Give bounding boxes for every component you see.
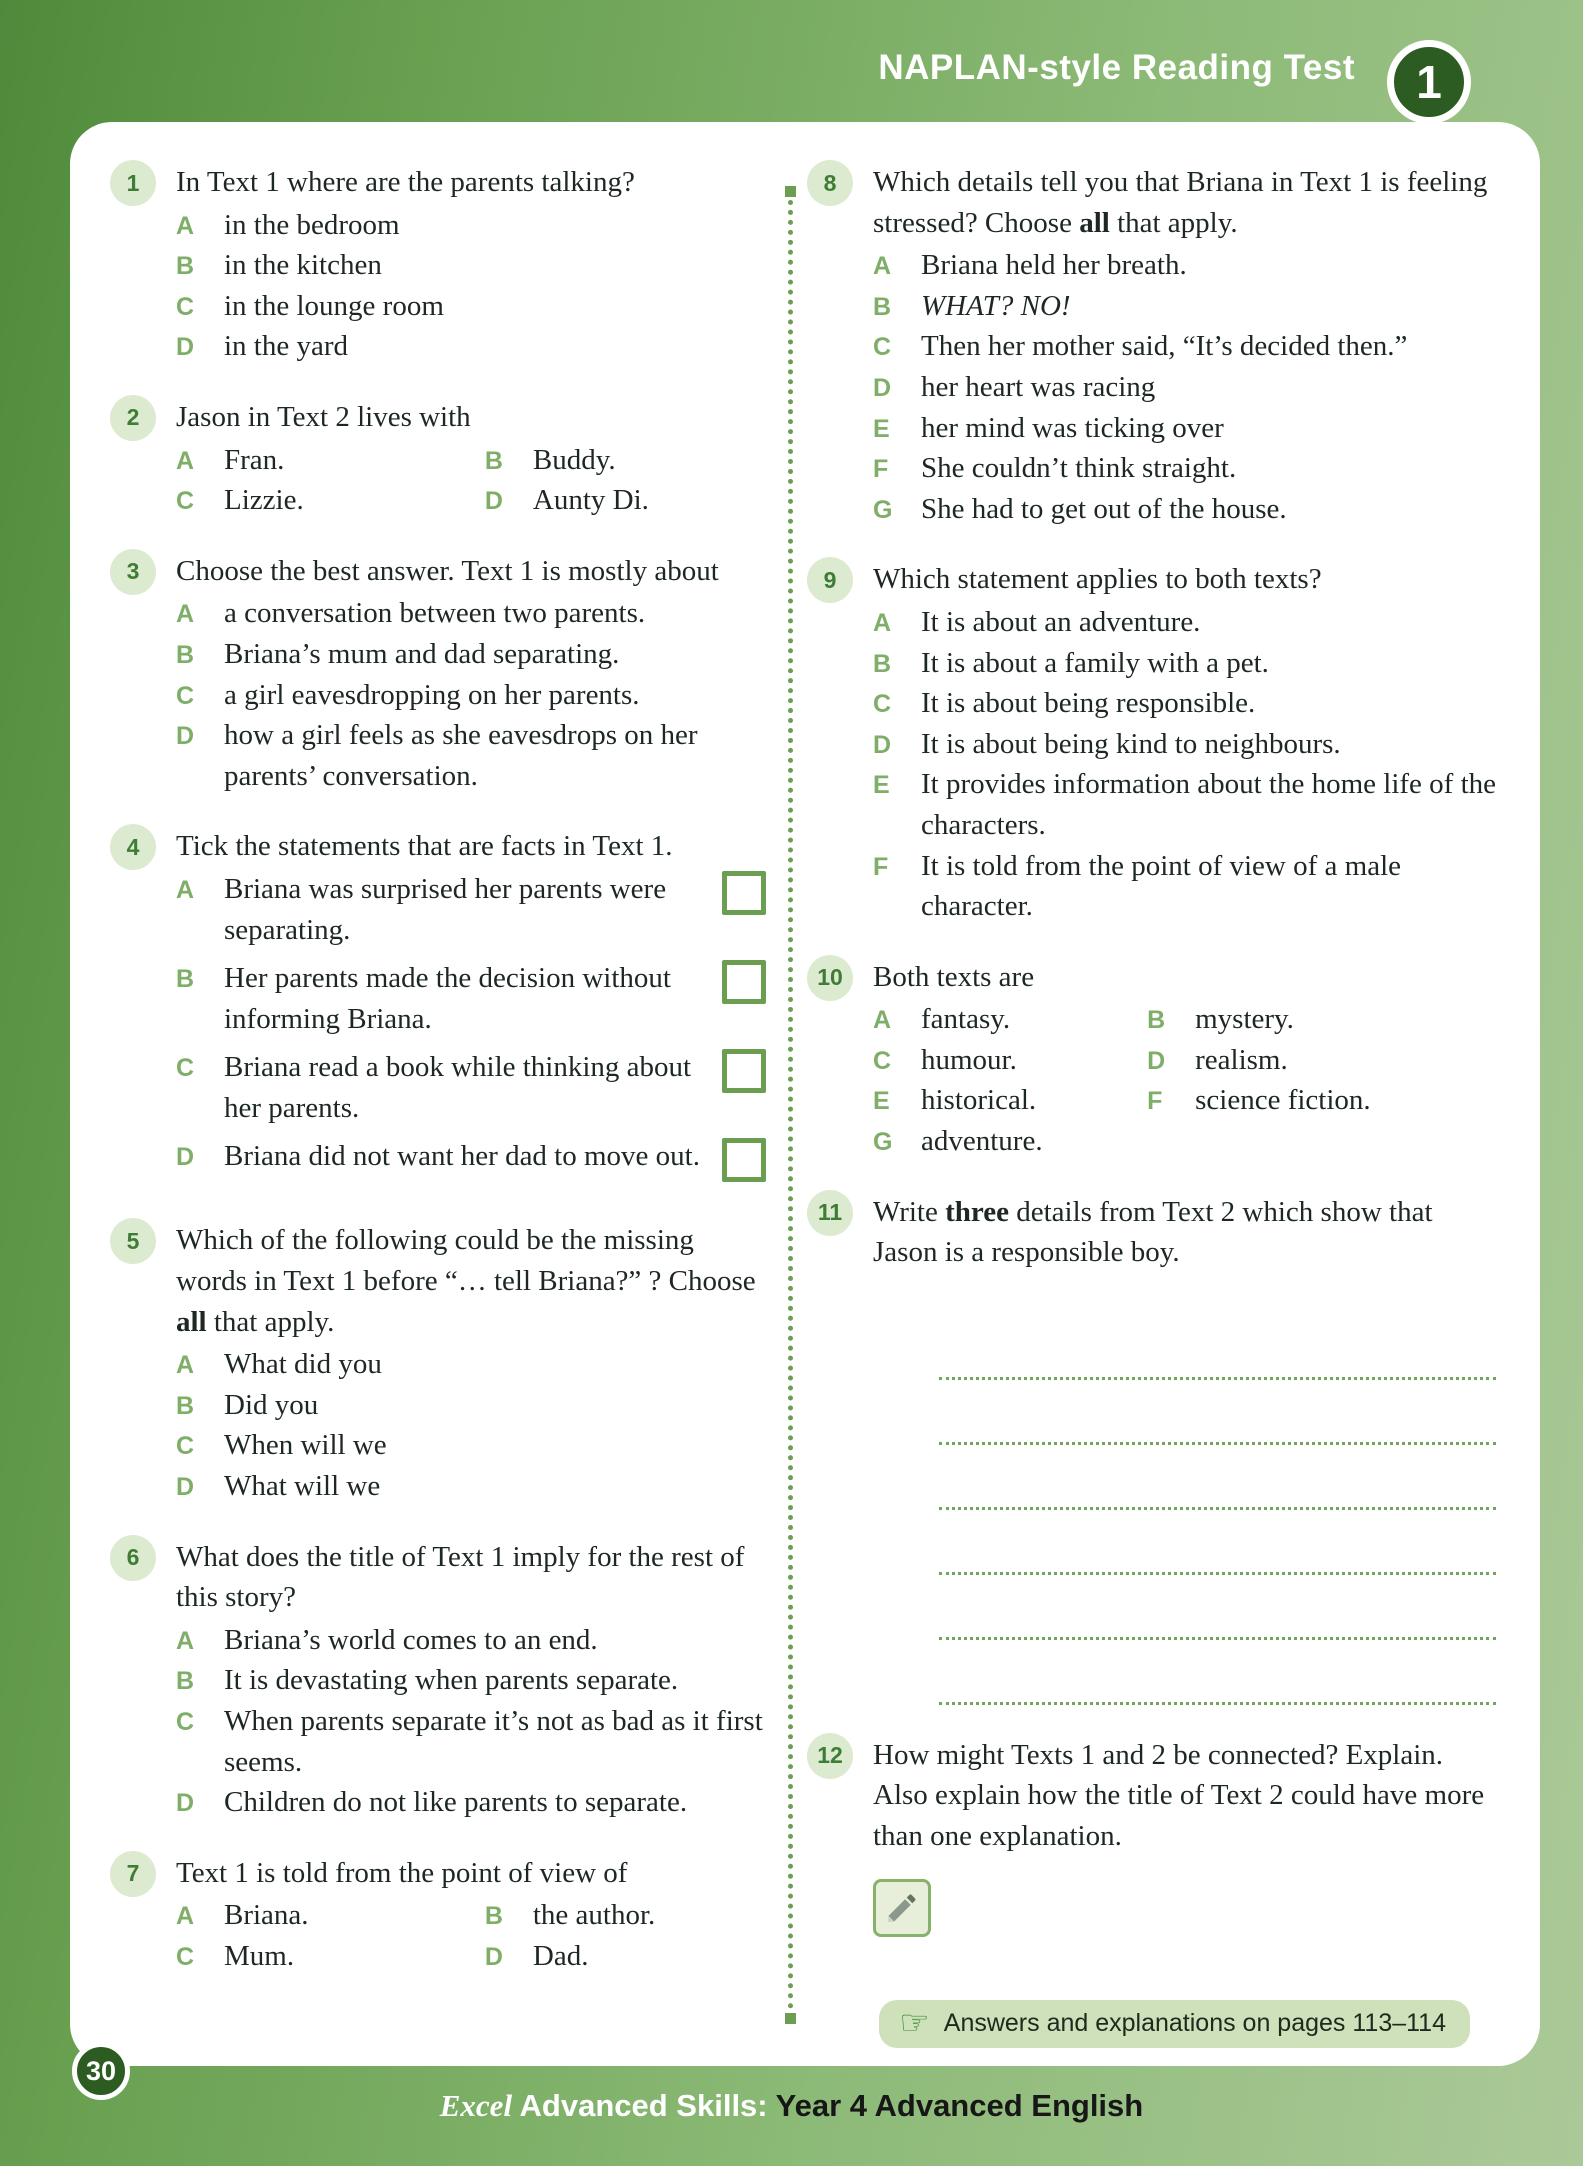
question-number-badge: 8 xyxy=(807,160,853,206)
checkbox[interactable] xyxy=(722,1049,766,1093)
text-segment: Tick the statements that are facts in Text 1. xyxy=(176,830,673,863)
option-text xyxy=(224,1701,770,1782)
text-segment: Which of the following could be the missing words in Text 1 before “… tell Briana?” ? Choose xyxy=(176,1224,756,1298)
option-letter: C xyxy=(873,1046,892,1075)
question-number-badge: 10 xyxy=(807,955,853,1001)
question-number-badge: 11 xyxy=(807,1190,853,1236)
unit-number-badge: 1 xyxy=(1387,40,1471,124)
text-segment: realism. xyxy=(1195,1043,1288,1076)
option-letter: F xyxy=(873,455,889,484)
option-9-B xyxy=(873,643,1496,684)
option-text xyxy=(224,593,770,634)
option-text xyxy=(921,602,1496,643)
text-segment: It is about being responsible. xyxy=(921,687,1256,720)
option-3-C xyxy=(176,675,770,716)
option-letter: C xyxy=(873,690,892,719)
option-letter: A xyxy=(873,608,892,637)
option-letter: C xyxy=(176,1708,195,1736)
option-letter: A xyxy=(176,1902,195,1931)
option-text xyxy=(921,367,1496,408)
question-number-badge: 12 xyxy=(807,1733,853,1779)
text-segment: Briana. xyxy=(224,1899,309,1932)
question-text xyxy=(176,1853,770,1894)
question-text xyxy=(873,1192,1496,1273)
option-text xyxy=(224,1620,770,1661)
option-8-B xyxy=(873,286,1496,327)
answers-note-text: Answers and explanations on pages 113–114 xyxy=(943,2008,1446,2037)
option-letter: A xyxy=(873,252,892,281)
text-segment: mystery. xyxy=(1195,1003,1294,1036)
option-letter: D xyxy=(873,730,892,759)
question-number-badge: 4 xyxy=(110,824,156,870)
checkbox[interactable] xyxy=(722,1138,766,1182)
question-number-badge: 3 xyxy=(110,549,156,595)
option-4-B xyxy=(176,958,770,1039)
text-segment: It is about an adventure. xyxy=(921,605,1201,638)
option-letter: A xyxy=(176,1351,195,1380)
text-segment: in the yard xyxy=(224,330,349,363)
question-text xyxy=(873,162,1496,243)
option-text xyxy=(224,326,770,367)
option-letter: B xyxy=(873,649,892,678)
options-list xyxy=(873,602,1496,927)
text-segment: her mind was ticking over xyxy=(921,411,1224,444)
option-4-A xyxy=(176,869,770,950)
text-segment: What does the title of Text 1 imply for the rest of this story? xyxy=(176,1540,745,1614)
question-body xyxy=(873,559,1496,926)
option-9-C xyxy=(873,683,1496,724)
question-body xyxy=(176,1853,770,1977)
option-letter: E xyxy=(873,414,890,443)
option-text xyxy=(1195,999,1496,1040)
checkbox[interactable] xyxy=(722,960,766,1004)
text-segment: humour. xyxy=(921,1043,1017,1076)
option-3-D xyxy=(176,715,770,796)
text-segment: a girl eavesdropping on her parents. xyxy=(224,678,640,711)
text-segment: all xyxy=(176,1305,207,1338)
text-segment: science fiction. xyxy=(1195,1084,1371,1117)
answers-note-pill xyxy=(879,2000,1470,2048)
question-body xyxy=(176,162,770,367)
footer-course-title: Year 4 Advanced English xyxy=(775,2088,1144,2123)
text-segment: Aunty Di. xyxy=(532,484,649,517)
option-text xyxy=(224,675,770,716)
option-7-B xyxy=(485,1895,770,1936)
option-text xyxy=(533,1936,770,1977)
option-1-C xyxy=(176,286,770,327)
question-text xyxy=(873,957,1496,998)
option-letter: B xyxy=(1147,1006,1166,1035)
option-text xyxy=(224,1425,770,1466)
option-text xyxy=(224,205,770,246)
question-text xyxy=(176,826,770,867)
option-letter: A xyxy=(873,1006,892,1035)
option-3-A xyxy=(176,593,770,634)
text-segment: It provides information about the home life of the characters. xyxy=(921,768,1497,841)
text-segment: Did you xyxy=(224,1388,319,1421)
question-7 xyxy=(110,1853,770,1977)
option-letter: B xyxy=(484,1902,503,1931)
text-segment: Which statement applies to both texts? xyxy=(873,563,1322,596)
text-segment: How might Texts 1 and 2 be connected? Explain. Also explain how the title of Text 2 could have more than one explanation. xyxy=(873,1738,1485,1853)
text-segment: Text 1 is told from the point of view of xyxy=(176,1856,628,1889)
option-letter: C xyxy=(176,1942,195,1971)
option-text xyxy=(224,480,485,521)
text-segment: When parents separate it’s not as bad as it first seems. xyxy=(224,1705,763,1778)
option-letter: F xyxy=(873,852,889,881)
option-text xyxy=(224,1936,485,1977)
text-segment: She had to get out of the house. xyxy=(921,492,1287,525)
options-list xyxy=(176,205,770,367)
option-10-D xyxy=(1147,1040,1496,1081)
options-list xyxy=(176,1620,770,1823)
answer-lines xyxy=(939,1315,1496,1705)
text-segment: Briana was surprised her parents were separating. xyxy=(224,872,667,946)
option-letter: B xyxy=(484,446,503,475)
question-body xyxy=(873,957,1496,1162)
text-segment: Which details tell you that Briana in Text 1 is feeling stressed? Choose xyxy=(873,166,1488,239)
option-5-C xyxy=(176,1425,770,1466)
option-letter: D xyxy=(176,1143,195,1172)
question-text xyxy=(176,1537,770,1618)
option-text xyxy=(921,724,1496,765)
page-number-badge: 30 xyxy=(72,2042,130,2100)
option-text xyxy=(921,326,1496,367)
question-number-badge: 9 xyxy=(807,557,853,603)
option-letter: C xyxy=(873,333,892,362)
options-list xyxy=(176,593,770,796)
option-text xyxy=(921,489,1496,530)
text-segment: all xyxy=(1079,206,1110,239)
question-body xyxy=(176,397,770,521)
text-segment: three xyxy=(945,1195,1009,1228)
questions-column-left xyxy=(110,162,770,2066)
option-7-C xyxy=(176,1936,485,1977)
question-10 xyxy=(807,957,1496,1162)
option-letter: B xyxy=(176,1391,195,1420)
text-segment: In Text 1 where are the parents talking? xyxy=(176,166,635,198)
text-segment: Briana’s mum and dad separating. xyxy=(224,637,620,670)
option-letter: E xyxy=(873,771,890,800)
answer-line[interactable] xyxy=(939,1315,1496,1380)
text-segment: Briana did not want her dad to move out. xyxy=(224,1140,700,1173)
question-number-badge: 7 xyxy=(110,1851,156,1897)
question-body xyxy=(873,162,1496,529)
question-body xyxy=(176,551,770,797)
text-segment: her heart was racing xyxy=(921,370,1156,403)
text-segment: When will we xyxy=(224,1429,387,1462)
option-7-A xyxy=(176,1895,485,1936)
text-segment: Children do not like parents to separate. xyxy=(224,1786,688,1819)
text-segment: Fran. xyxy=(224,443,285,476)
option-letter: B xyxy=(873,292,892,321)
option-text xyxy=(224,1782,770,1823)
option-3-B xyxy=(176,634,770,675)
option-2-B xyxy=(485,440,770,481)
text-segment: historical. xyxy=(921,1084,1037,1117)
option-text xyxy=(224,1385,770,1426)
question-1 xyxy=(110,162,770,367)
option-letter: A xyxy=(176,1626,195,1655)
option-text xyxy=(921,999,1147,1040)
option-letter: C xyxy=(176,681,195,710)
option-letter: B xyxy=(176,252,195,281)
option-9-D xyxy=(873,724,1496,765)
answer-line[interactable] xyxy=(939,1380,1496,1445)
option-9-F xyxy=(873,846,1496,927)
option-text xyxy=(224,1344,770,1385)
text-segment: a conversation between two parents. xyxy=(224,597,646,630)
option-text xyxy=(921,846,1496,927)
text-segment: Then her mother said, “It’s decided then.” xyxy=(921,330,1408,363)
options-list xyxy=(176,440,770,521)
option-letter: F xyxy=(1147,1087,1163,1116)
option-text xyxy=(1195,1040,1496,1081)
question-text xyxy=(176,397,770,438)
text-segment: in the bedroom xyxy=(224,208,400,241)
option-10-A xyxy=(873,999,1147,1040)
option-letter: A xyxy=(176,211,195,240)
pencil-icon xyxy=(873,1879,931,1937)
option-text xyxy=(224,715,770,796)
answer-line[interactable] xyxy=(939,1510,1496,1575)
text-segment: in the kitchen xyxy=(224,249,382,282)
answer-line[interactable] xyxy=(939,1640,1496,1705)
option-1-D xyxy=(176,326,770,367)
question-text xyxy=(176,162,770,203)
option-8-F xyxy=(873,448,1496,489)
page-title: NAPLAN-style Reading Test xyxy=(878,48,1355,87)
question-text xyxy=(176,551,770,592)
option-text xyxy=(921,643,1496,684)
text-segment: Briana read a book while thinking about her parents. xyxy=(224,1051,692,1124)
option-letter: D xyxy=(484,487,503,516)
question-text xyxy=(176,1220,770,1342)
option-8-G xyxy=(873,489,1496,530)
question-2 xyxy=(110,397,770,521)
text-segment: details from Text 2 which show that Jason is a responsible boy. xyxy=(873,1195,1433,1269)
options-list xyxy=(873,999,1496,1161)
option-letter: B xyxy=(176,1667,195,1696)
option-5-B xyxy=(176,1385,770,1426)
text-segment: She couldn’t think straight. xyxy=(921,452,1237,485)
text-segment: What did you xyxy=(224,1348,382,1381)
option-letter: A xyxy=(176,446,195,475)
text-segment: Mum. xyxy=(224,1939,295,1972)
option-text xyxy=(224,1660,770,1701)
question-body xyxy=(176,1220,770,1506)
option-text xyxy=(533,440,770,481)
pencil-glyph xyxy=(884,1890,920,1926)
text-segment: It is about a family with a pet. xyxy=(921,646,1269,679)
option-letter: C xyxy=(176,292,195,321)
checkbox[interactable] xyxy=(722,871,766,915)
question-11 xyxy=(807,1192,1496,1705)
option-text xyxy=(921,1040,1147,1081)
question-body xyxy=(873,1192,1496,1705)
option-letter: G xyxy=(873,1128,893,1157)
text-segment: Write xyxy=(873,1195,946,1228)
option-text xyxy=(921,683,1496,724)
option-9-E xyxy=(873,764,1496,845)
text-segment: Choose the best answer. Text 1 is mostly about xyxy=(176,554,719,587)
question-6 xyxy=(110,1537,770,1823)
option-text xyxy=(921,1080,1147,1121)
option-10-G xyxy=(873,1121,1147,1162)
option-10-C xyxy=(873,1040,1147,1081)
option-letter: C xyxy=(176,1054,195,1083)
option-text xyxy=(224,1136,704,1177)
footer-brand xyxy=(0,2088,1583,2124)
option-text xyxy=(224,245,770,286)
option-text xyxy=(921,245,1496,286)
reading-test-card xyxy=(70,122,1540,2066)
text-segment: WHAT? NO! xyxy=(921,289,1071,322)
option-letter: D xyxy=(176,1789,195,1818)
option-letter: B xyxy=(176,640,195,669)
option-6-C xyxy=(176,1701,770,1782)
question-body xyxy=(873,1735,1496,1937)
option-letter: B xyxy=(176,965,195,994)
text-segment: that apply. xyxy=(206,1305,335,1338)
text-segment: What will we xyxy=(224,1470,381,1503)
text-segment: the author. xyxy=(532,1899,656,1932)
option-8-C xyxy=(873,326,1496,367)
option-letter: D xyxy=(176,333,195,362)
option-text xyxy=(533,1895,770,1936)
text-segment: Jason in Text 2 lives with xyxy=(176,400,471,433)
option-1-B xyxy=(176,245,770,286)
pointing-hand-icon: ☞ xyxy=(899,2003,930,2043)
text-segment: Both texts are xyxy=(873,960,1035,993)
question-8 xyxy=(807,162,1496,529)
option-text xyxy=(224,958,704,1039)
option-letter: E xyxy=(873,1087,890,1116)
option-text xyxy=(224,1895,485,1936)
option-letter: C xyxy=(176,1432,195,1461)
text-segment: in the lounge room xyxy=(224,289,444,322)
option-10-E xyxy=(873,1080,1147,1121)
option-text xyxy=(224,1466,770,1507)
option-4-C xyxy=(176,1047,770,1128)
question-body xyxy=(176,826,770,1190)
option-text xyxy=(921,448,1496,489)
option-1-A xyxy=(176,205,770,246)
option-letter: G xyxy=(873,495,893,524)
option-text xyxy=(921,286,1496,327)
option-8-E xyxy=(873,408,1496,449)
text-segment: Buddy. xyxy=(532,443,616,476)
text-segment: It is about being kind to neighbours. xyxy=(921,727,1341,760)
question-text xyxy=(873,1735,1496,1857)
option-7-D xyxy=(485,1936,770,1977)
options-list xyxy=(176,1895,770,1976)
answer-line[interactable] xyxy=(939,1445,1496,1510)
option-text xyxy=(1195,1080,1496,1121)
option-letter: D xyxy=(873,373,892,402)
option-text xyxy=(224,286,770,327)
option-10-B xyxy=(1147,999,1496,1040)
text-segment: It is told from the point of view of a male character. xyxy=(921,849,1402,923)
option-text xyxy=(533,480,770,521)
option-text xyxy=(921,1121,1147,1162)
option-text xyxy=(921,764,1496,845)
option-5-A xyxy=(176,1344,770,1385)
option-text xyxy=(921,408,1496,449)
option-8-A xyxy=(873,245,1496,286)
question-text xyxy=(873,559,1496,600)
text-segment: Briana’s world comes to an end. xyxy=(224,1623,598,1656)
question-12 xyxy=(807,1735,1496,1937)
option-8-D xyxy=(873,367,1496,408)
option-6-B xyxy=(176,1660,770,1701)
option-6-D xyxy=(176,1782,770,1823)
option-2-C xyxy=(176,480,485,521)
column-divider xyxy=(788,190,793,2020)
option-letter: D xyxy=(484,1942,503,1971)
option-letter: A xyxy=(176,875,195,904)
options-list xyxy=(873,245,1496,529)
option-letter: C xyxy=(176,487,195,516)
option-text xyxy=(224,1047,704,1128)
question-4 xyxy=(110,826,770,1190)
text-segment: that apply. xyxy=(1109,206,1238,239)
text-segment: Her parents made the decision without informing Briana. xyxy=(224,962,671,1035)
option-5-D xyxy=(176,1466,770,1507)
option-text xyxy=(224,440,485,481)
option-text xyxy=(224,869,704,950)
option-letter: D xyxy=(176,1473,195,1502)
text-segment: Dad. xyxy=(532,1939,589,1972)
question-number-badge: 5 xyxy=(110,1218,156,1264)
question-5 xyxy=(110,1220,770,1506)
option-letter: A xyxy=(176,600,195,629)
option-10-F xyxy=(1147,1080,1496,1121)
option-letter: D xyxy=(176,722,195,751)
option-4-D xyxy=(176,1136,770,1182)
option-6-A xyxy=(176,1620,770,1661)
text-segment: how a girl feels as she eavesdrops on her parents’ conversation. xyxy=(224,719,698,792)
text-segment: Lizzie. xyxy=(224,484,304,517)
option-letter: D xyxy=(1147,1046,1166,1075)
question-3 xyxy=(110,551,770,797)
question-9 xyxy=(807,559,1496,926)
questions-column-right xyxy=(807,162,1496,2066)
text-segment: adventure. xyxy=(921,1125,1043,1158)
option-text xyxy=(224,634,770,675)
question-body xyxy=(176,1537,770,1823)
footer-brand-rest: Advanced Skills: xyxy=(512,2088,776,2123)
question-number-badge: 2 xyxy=(110,395,156,441)
option-9-A xyxy=(873,602,1496,643)
text-segment: fantasy. xyxy=(921,1003,1011,1036)
options-list xyxy=(176,1344,770,1506)
text-segment: Briana held her breath. xyxy=(921,249,1187,282)
options-list xyxy=(176,869,770,1183)
question-number-badge: 6 xyxy=(110,1535,156,1581)
text-segment: It is devastating when parents separate. xyxy=(224,1664,679,1697)
option-2-A xyxy=(176,440,485,481)
answer-line[interactable] xyxy=(939,1575,1496,1640)
question-number-badge: 1 xyxy=(110,160,156,206)
option-2-D xyxy=(485,480,770,521)
footer-brand-italic: Excel xyxy=(439,2088,513,2123)
